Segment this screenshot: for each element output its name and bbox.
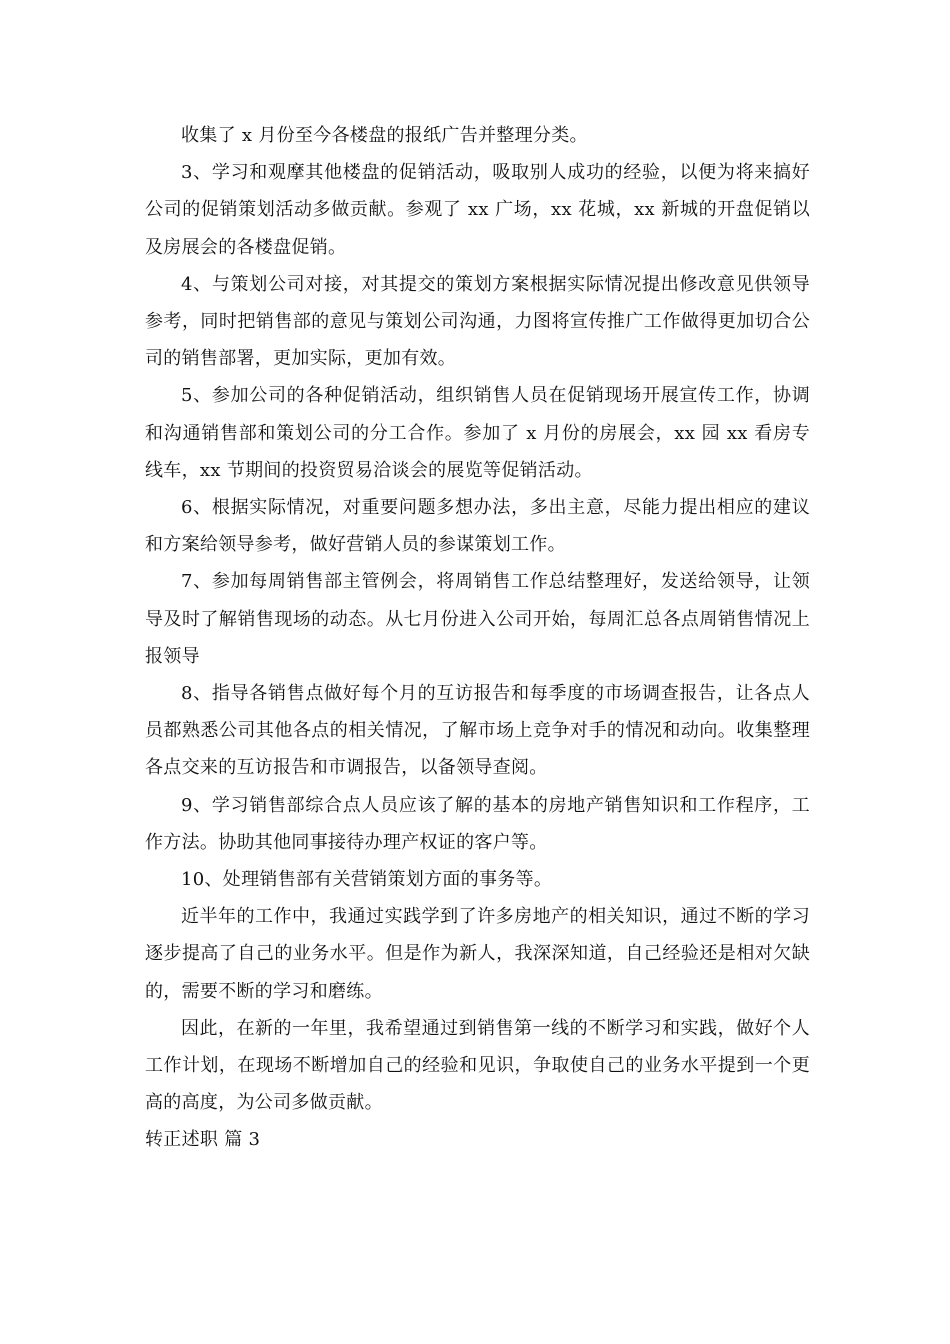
paragraph-item-4: 4、与策划公司对接，对其提交的策划方案根据实际情况提出修改意见供领导参考，同时把销售部的意见与策划公司沟通，力图将宣传推广工作做得更加切合公司的销售部署，更加实际，更加有效。 bbox=[145, 273, 810, 370]
document-page bbox=[145, 117, 810, 1159]
paragraph-item-8: 8、指导各销售点做好每个月的互访报告和每季度的市场调查报告，让各点人员都熟悉公司其他各点的相关情况，了解市场上竞争对手的情况和动向。收集整理各点交来的互访报告和市调报告，以备领导查阅。 bbox=[145, 683, 810, 779]
paragraph-item-3: 3、学习和观摩其他楼盘的促销活动，吸取别人成功的经验，以便为将来搞好公司的促销策划活动多做贡献。参观了 xx 广场，xx 花城，xx 新城的开盘促销以及房展会的各楼盘促销。 bbox=[145, 162, 810, 258]
paragraph-item-10: 10、处理销售部有关营销策划方面的事务等。 bbox=[181, 869, 553, 891]
paragraph-item-7: 7、参加每周销售部主管例会，将周销售工作总结整理好，发送给领导，让领导及时了解销售现场的动态。从七月份进入公司开始，每周汇总各点周销售情况上报领导 bbox=[145, 571, 810, 667]
paragraph-item-5: 5、参加公司的各种促销活动，组织销售人员在促销现场开展宣传工作，协调和沟通销售部和策划公司的分工合作。参加了 x 月份的房展会，xx 园 xx 看房专线车，xx 节期间的投资贸易洽谈会的展览等促销活动。 bbox=[145, 385, 810, 481]
paragraph-collected-ads: 收集了 x 月份至今各楼盘的报纸广告并整理分类。 bbox=[181, 125, 588, 146]
paragraph-item-6: 6、根据实际情况，对重要问题多想办法，多出主意，尽能力提出相应的建议和方案给领导参考，做好营销人员的参谋策划工作。 bbox=[145, 497, 810, 556]
section-heading: 转正述职 篇 3 bbox=[145, 1129, 261, 1151]
paragraph-summary: 近半年的工作中，我通过实践学到了许多房地产的相关知识，通过不断的学习逐步提高了自己的业务水平。但是作为新人，我深深知道，自己经验还是相对欠缺的，需要不断的学习和磨练。 bbox=[145, 906, 810, 1002]
paragraph-plan: 因此，在新的一年里，我希望通过到销售第一线的不断学习和实践，做好个人工作计划，在现场不断增加自己的经验和见识，争取使自己的业务水平提到一个更高的高度，为公司多做贡献。 bbox=[145, 1017, 810, 1114]
paragraph-item-9: 9、学习销售部综合点人员应该了解的基本的房地产销售知识和工作程序，工作方法。协助其他同事接待办理产权证的客户等。 bbox=[145, 794, 810, 853]
